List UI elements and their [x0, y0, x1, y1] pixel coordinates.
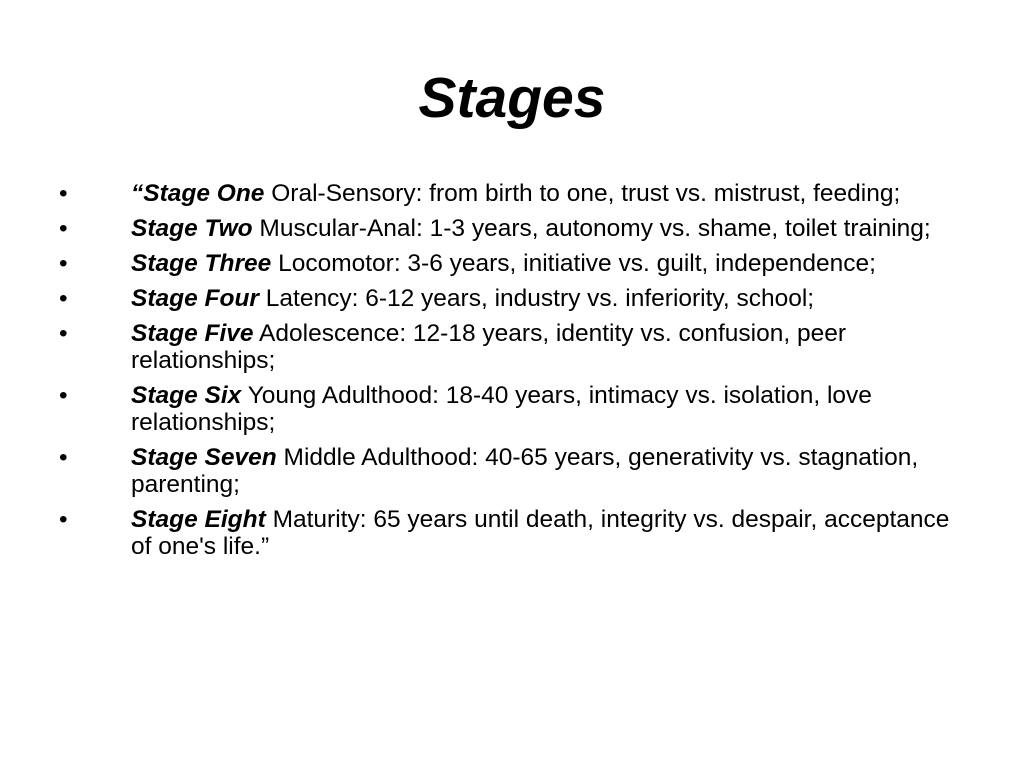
stage-name: Stage Seven [131, 444, 277, 471]
bullet-icon: • [59, 444, 68, 471]
list-item [56, 382, 976, 436]
stage-name: Stage Six [131, 382, 242, 409]
bullet-icon: • [59, 250, 68, 277]
bullet-icon: • [59, 180, 68, 207]
stage-description: Young Adulthood: 18-40 years, intimacy vs. isolation, love relationships; [131, 382, 872, 436]
stage-description: Oral-Sensory: from birth to one, trust vs. mistrust, feeding; [271, 180, 901, 207]
bullet-icon: • [59, 506, 68, 533]
stage-list [56, 180, 976, 568]
stage-name: Stage Three [131, 250, 272, 277]
bullet-icon: • [59, 215, 68, 242]
bullet-icon: • [59, 382, 68, 409]
slide-title: Stages [418, 66, 606, 130]
stage-name: Stage Eight [131, 506, 266, 533]
stage-name: Stage Five [131, 320, 254, 347]
stage-description: Latency: 6-12 years, industry vs. inferiority, school; [265, 285, 815, 312]
bullet-icon: • [59, 285, 68, 312]
stage-name: Stage Four [131, 285, 259, 312]
bullet-icon: • [59, 320, 68, 347]
stage-description: Locomotor: 3-6 years, initiative vs. guilt, independence; [278, 250, 876, 277]
stage-name: “Stage One [131, 180, 265, 207]
list-item [56, 250, 976, 277]
stage-description: Maturity: 65 years until death, integrity vs. despair, acceptance of one's life.” [131, 506, 950, 560]
list-item [56, 444, 976, 498]
list-item [56, 215, 976, 242]
stage-description: Adolescence: 12-18 years, identity vs. confusion, peer relationships; [131, 320, 847, 374]
list-item [56, 180, 976, 207]
list-item [56, 285, 976, 312]
stage-name: Stage Two [131, 215, 253, 242]
list-item [56, 506, 976, 560]
list-item [56, 320, 976, 374]
stage-description: Middle Adulthood: 40-65 years, generativity vs. stagnation, parenting; [131, 444, 919, 498]
stage-description: Muscular-Anal: 1-3 years, autonomy vs. shame, toilet training; [259, 215, 931, 242]
